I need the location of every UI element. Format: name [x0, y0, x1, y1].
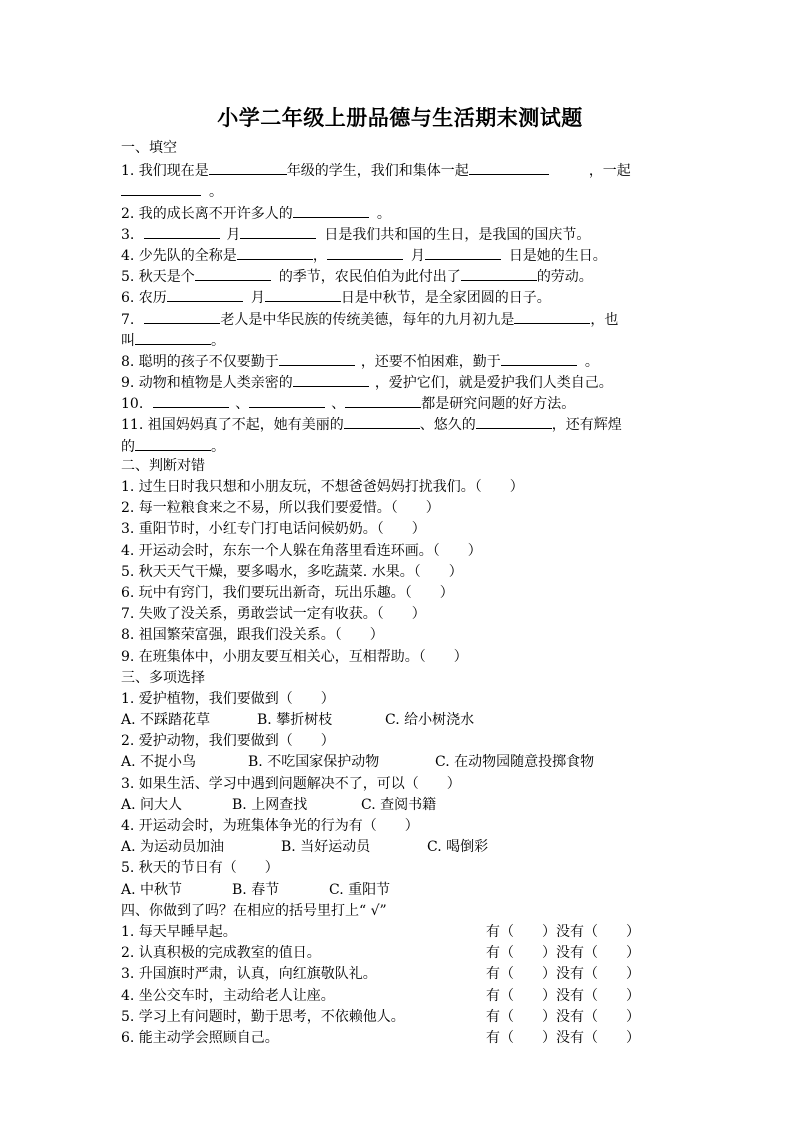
answer-blank[interactable]	[167, 286, 243, 302]
fill-question-4: 4. 少先队的全称是 ， 月 日是她的生日。	[121, 244, 681, 265]
judge-item: 3. 重阳节时，小红专门打电话问候奶奶。（ ）	[121, 521, 426, 538]
choice-options	[121, 710, 681, 731]
answer-blank[interactable]	[293, 371, 369, 387]
answer-blank[interactable]	[121, 180, 201, 196]
yes-no-answer[interactable]: 有（ ）没有（ ）	[486, 923, 640, 940]
answer-blank[interactable]	[135, 329, 211, 345]
fill-question-11-cont: 的 。	[121, 435, 681, 456]
exam-body	[121, 138, 681, 1049]
yes-no-answer[interactable]: 有（ ）没有（ ）	[486, 1008, 640, 1025]
choice-question: 3. 如果生活、学习中遇到问题解决不了，可以（ ）	[121, 775, 461, 792]
answer-blank[interactable]	[501, 350, 577, 366]
choice-option[interactable]: B. 上网查找	[232, 796, 308, 813]
choice-question: 2. 爱护动物，我们要做到（ ）	[121, 733, 335, 750]
checklist-item: 6. 能主动学会照顾自己。 有（ ）没有（ ）	[121, 1028, 681, 1049]
section-heading: 四、你做到了吗？在相应的括号里打上“ √”	[121, 902, 387, 919]
judge-item: 2. 每一粒粮食来之不易，所以我们要爱惜。（ ）	[121, 500, 440, 517]
answer-blank[interactable]	[240, 223, 316, 239]
fill-question-2: 2. 我的成长离不开许多人的 。	[121, 202, 681, 223]
answer-blank[interactable]	[135, 435, 211, 451]
checklist-item: 3. 升国旗时严肃，认真，向红旗敬队礼。 有（ ）没有（ ）	[121, 964, 681, 985]
choice-option[interactable]: C. 喝倒彩	[427, 839, 489, 856]
choice-option[interactable]: A. 问大人	[121, 796, 183, 813]
answer-blank[interactable]	[425, 244, 501, 260]
checklist-item: 4. 坐公交车时，主动给老人让座。 有（ ）没有（ ）	[121, 986, 681, 1007]
answer-blank[interactable]	[279, 350, 355, 366]
choice-option[interactable]: A. 不捉小鸟	[121, 754, 197, 771]
fill-question-5: 5. 秋天是个 的季节，农民伯伯为此付出了 的劳动。	[121, 265, 681, 286]
judge-item: 5. 秋天天气干燥，要多喝水，多吃蔬菜. 水果。（ ）	[121, 563, 463, 580]
answer-blank[interactable]	[345, 392, 421, 408]
choice-option[interactable]: B. 春节	[232, 881, 280, 898]
choice-option[interactable]: B. 攀折树枝	[257, 712, 333, 729]
fill-question-7: 7. 老人是中华民族的传统美德，每年的九月初九是 ，也	[121, 308, 681, 329]
answer-blank[interactable]	[344, 413, 420, 429]
yes-no-answer[interactable]: 有（ ）没有（ ）	[486, 1029, 640, 1046]
checklist-item: 5. 学习上有问题时，勤于思考，不依赖他人。 有（ ）没有（ ）	[121, 1007, 681, 1028]
fill-question-3: 3. 月 日是我们共和国的生日，是我国的国庆节。	[121, 223, 681, 244]
checklist-item: 2. 认真积极的完成教室的值日。 有（ ）没有（ ）	[121, 943, 681, 964]
answer-blank[interactable]	[476, 413, 552, 429]
choice-options	[121, 752, 681, 773]
fill-question-9: 9. 动物和植物是人类亲密的 ，爱护它们，就是爱护我们人类自己。	[121, 371, 681, 392]
choice-question: 1. 爱护植物，我们要做到（ ）	[121, 690, 335, 707]
answer-blank[interactable]	[293, 202, 369, 218]
choice-option[interactable]: A. 为运动员加油	[121, 839, 225, 856]
checklist-item: 1. 每天早睡早起。 有（ ）没有（ ）	[121, 922, 681, 943]
choice-options	[121, 837, 681, 858]
judge-item: 6. 玩中有窍门，我们要玩出新奇，玩出乐趣。（ ）	[121, 584, 454, 601]
judge-item: 4. 开运动会时，东东一个人躲在角落里看连环画。（ ）	[121, 542, 482, 559]
yes-no-answer[interactable]: 有（ ）没有（ ）	[486, 945, 640, 962]
answer-blank[interactable]	[209, 159, 287, 175]
answer-blank[interactable]	[469, 159, 549, 175]
fill-question-10: 10. 、 、 都是研究问题的好方法。	[121, 392, 681, 413]
choice-options	[121, 880, 681, 901]
section-heading: 二、判断对错	[121, 457, 205, 474]
answer-blank[interactable]	[514, 308, 590, 324]
fill-question-1-cont: 。	[121, 180, 681, 201]
yes-no-answer[interactable]: 有（ ）没有（ ）	[486, 987, 640, 1004]
section-heading: 三、多项选择	[121, 669, 205, 686]
answer-blank[interactable]	[144, 223, 220, 239]
choice-option[interactable]: B. 不吃国家保护动物	[248, 754, 380, 771]
page-title: 小学二年级上册品德与生活期末测试题	[217, 106, 583, 130]
yes-no-answer[interactable]: 有（ ）没有（ ）	[486, 966, 640, 983]
fill-question-6: 6. 农历 月 日是中秋节，是全家团圆的日子。	[121, 286, 681, 307]
choice-option[interactable]: C. 在动物园随意投掷食物	[435, 754, 595, 771]
fill-question-1: 1. 我们现在是 年级的学生，我们和集体一起 ，一起	[121, 159, 681, 180]
choice-question: 5. 秋天的节日有（ ）	[121, 860, 279, 877]
judge-item: 9. 在班集体中，小朋友要互相关心，互相帮助。（ ）	[121, 648, 468, 665]
judge-item: 1. 过生日时我只想和小朋友玩，不想爸爸妈妈打扰我们。（ ）	[121, 479, 524, 495]
answer-blank[interactable]	[461, 265, 537, 281]
choice-question: 4. 开运动会时，为班集体争光的行为有（ ）	[121, 818, 419, 834]
answer-blank[interactable]	[237, 244, 313, 260]
judge-item: 8. 祖国繁荣富强，跟我们没关系。（ ）	[121, 627, 384, 644]
answer-blank[interactable]	[265, 286, 341, 302]
answer-blank[interactable]	[153, 392, 229, 408]
answer-blank[interactable]	[327, 244, 403, 260]
answer-blank[interactable]	[249, 392, 325, 408]
judge-item: 7. 失败了没关系，勇敢尝试一定有收获。（ ）	[121, 606, 426, 623]
choice-option[interactable]: C. 给小树浇水	[385, 712, 475, 729]
choice-option[interactable]: C. 查阅书籍	[361, 796, 437, 813]
choice-option[interactable]: A. 不踩踏花草	[121, 712, 211, 729]
answer-blank[interactable]	[144, 308, 220, 324]
fill-question-7-cont: 叫 。	[121, 329, 681, 350]
section-heading: 一、填空	[121, 140, 177, 156]
choice-options	[121, 795, 681, 816]
choice-option[interactable]: C. 重阳节	[329, 881, 391, 898]
fill-question-8: 8. 聪明的孩子不仅要勤于 ，还要不怕困难，勤于 。	[121, 350, 681, 371]
choice-option[interactable]: B. 当好运动员	[281, 839, 371, 856]
choice-option[interactable]: A. 中秋节	[121, 881, 183, 898]
answer-blank[interactable]	[195, 265, 271, 281]
fill-question-11: 11. 祖国妈妈真了不起，她有美丽的 、悠久的 ，还有辉煌	[121, 413, 681, 434]
